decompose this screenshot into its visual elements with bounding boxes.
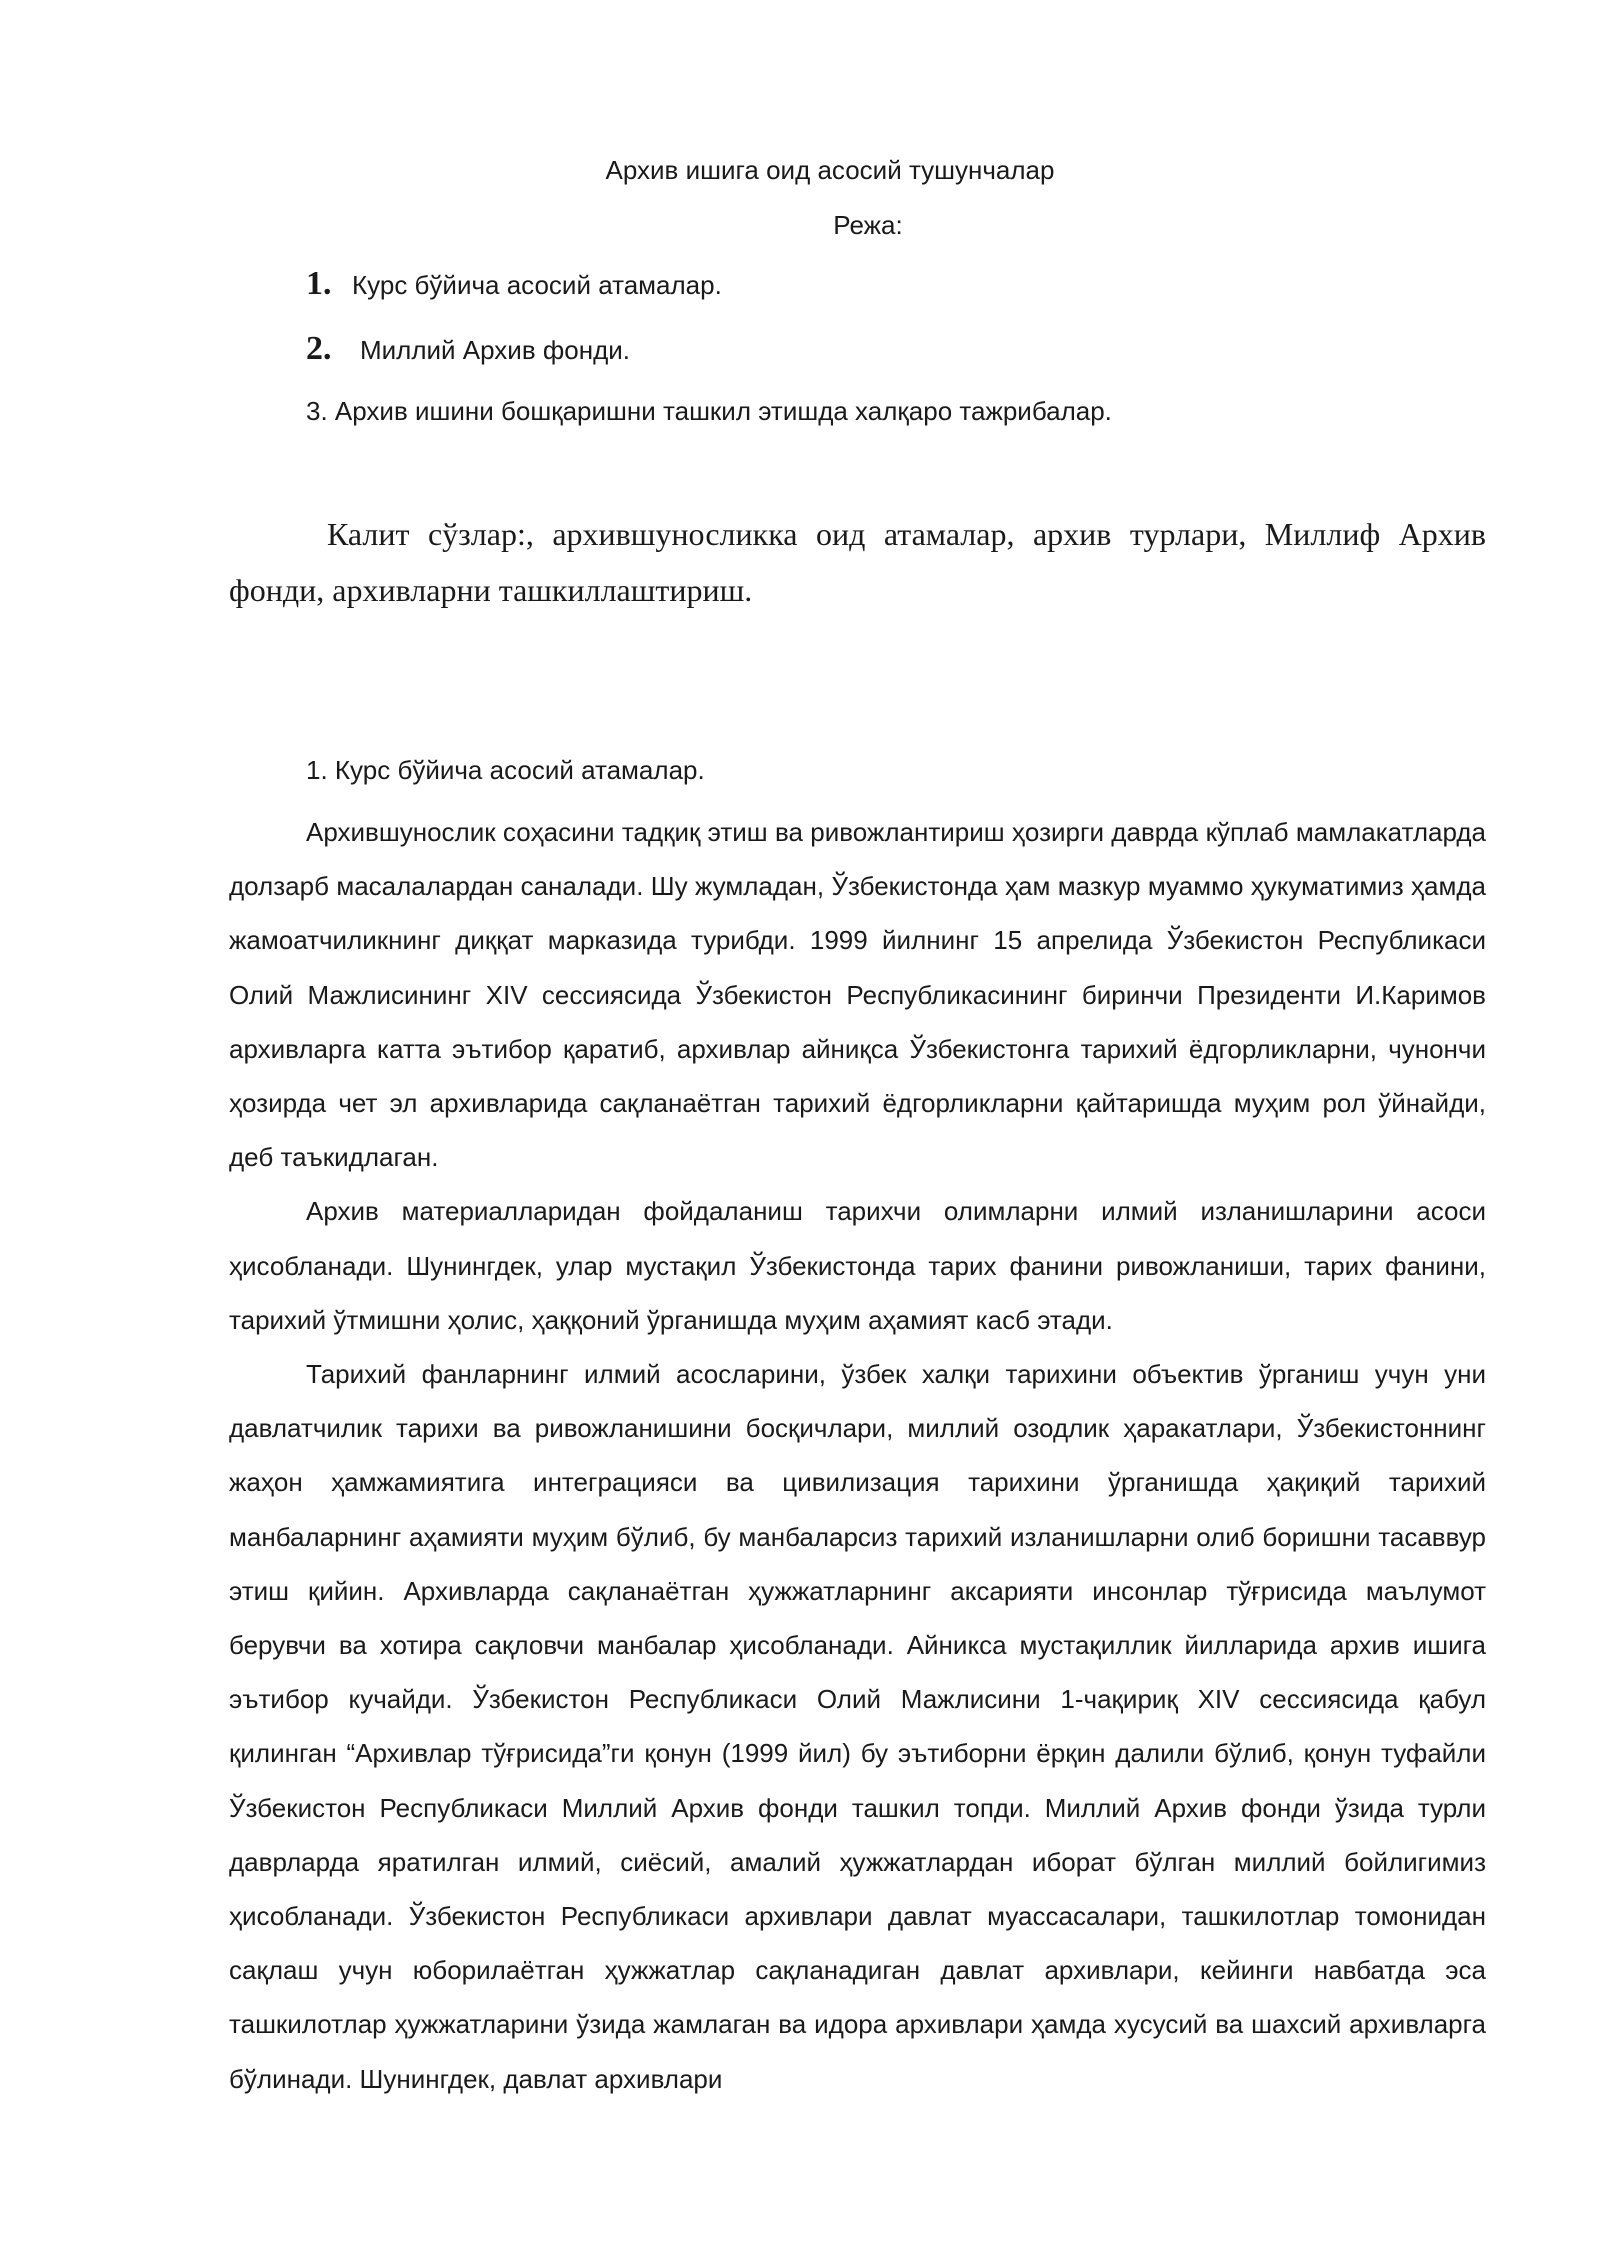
paragraph: Архив материалларидан фойдаланиш тарихчи олимларни илмий изланишларини асоси ҳисобланади. Шунингдек, улар мустақил Ўзбекистонда тарих фанини ривожланиши, тарих фанини, тарихий ўтмишни ҳолис, ҳаққоний ўрганишда муҳим аҳамият касб этади. <box>229 1196 1486 1335</box>
plan-item-1 <box>306 266 722 303</box>
plan-item-text: Миллий Архив фонди. <box>360 335 630 365</box>
plan-heading: Режа: <box>833 210 903 240</box>
plan-item-text: Курс бўйича асосий атамалар. <box>352 270 722 300</box>
keywords-paragraph: Калит сўзлар:, архившуносликка оид атамалар, архив турлари, Миллиф Архив фонди, архивларни ташкиллаштириш. <box>229 516 1486 608</box>
body-text <box>229 805 1486 2106</box>
paragraph: Тарихий фанларнинг илмий асосларини, ўзбек халқи тарихини объектив ўрганиш учун уни давлатчилик тарихи ва ривожланишини босқичлари, миллий озодлик ҳаракатлари, Ўзбекистоннинг жаҳон ҳамжамиятига интеграцияси ва цивилизация тарихини ўрганишда ҳақиқий тарихий манбаларнинг аҳамияти муҳим бўлиб, бу манбаларсиз тарихий изланишларни олиб боришни тасаввур этиш қийин. Архивларда сақланаётган ҳужжатларнинг аксарияти инсонлар тўғрисида маълумот берувчи ва хотира сақловчи манбалар ҳисобланади. Айникса мустақиллик йилларида архив ишига эътибор кучайди. Ўзбекистон Республикаси Олий Мажлисини 1-чақириқ XIV сессиясида қабул қилинган “Архивлар тўғрисида”ги қонун (1999 йил) бу эътиборни ёрқин далили бўлиб, қонун туфайли Ўзбекистон Республикаси Миллий Архив фонди ташкил топди. Миллий Архив фонди ўзида турли даврларда яратилган илмий, сиёсий, амалий ҳужжатлардан иборат бўлган миллий бойлигимиз ҳисобланади. Ўзбекистон Республикаси архивлари давлат муассасалари, ташкилотлар томонидан сақлаш учун юборилаётган ҳужжатлар сақланадиган давлат архивлари, кейинги навбатда эса ташкилотлар ҳужжатларини ўзида жамлаган ва идора архивлари ҳамда хусусий ва шахсий архивларга бўлинади. Шунингдек, давлат архивлари <box>229 1359 1486 2094</box>
plan-item-number: 2. <box>306 330 332 367</box>
plan-item-text: Архив ишини бошқаришни ташкил этишда халқаро тажрибалар. <box>334 396 1112 426</box>
paragraph: Архившунослик соҳасини тадқиқ этиш ва ривожлантириш ҳозирги даврда кўплаб мамлакатларда долзарб масалалардан саналади. Шу жумладан, Ўзбекистонда ҳам мазкур муаммо ҳукуматимиз ҳамда жамоатчиликнинг диққат марказида турибди. 1999 йилнинг 15 апрелида Ўзбекистон Республикаси Олий Мажлисининг XIV сессиясида Ўзбекистон Республикасининг биринчи Президенти И.Каримов архивларга катта эътибор қаратиб, архивлар айниқса Ўзбекистонга тарихий ёдгорликларни, чунончи ҳозирда чет эл архивларида сақланаётган тарихий ёдгорликларни қайтаришда муҳим рол ўйнайди, деб таъкидлаган. <box>229 817 1486 1173</box>
plan-item-number: 1. <box>306 265 332 302</box>
plan-item-number: 3. <box>306 396 328 426</box>
document-title: Архив ишига оид асосий тушунчалар <box>605 155 1055 185</box>
plan-item-3 <box>306 393 1112 429</box>
plan-item-2 <box>306 331 630 368</box>
section-heading: 1. Курс бўйича асосий атамалар. <box>306 755 705 785</box>
